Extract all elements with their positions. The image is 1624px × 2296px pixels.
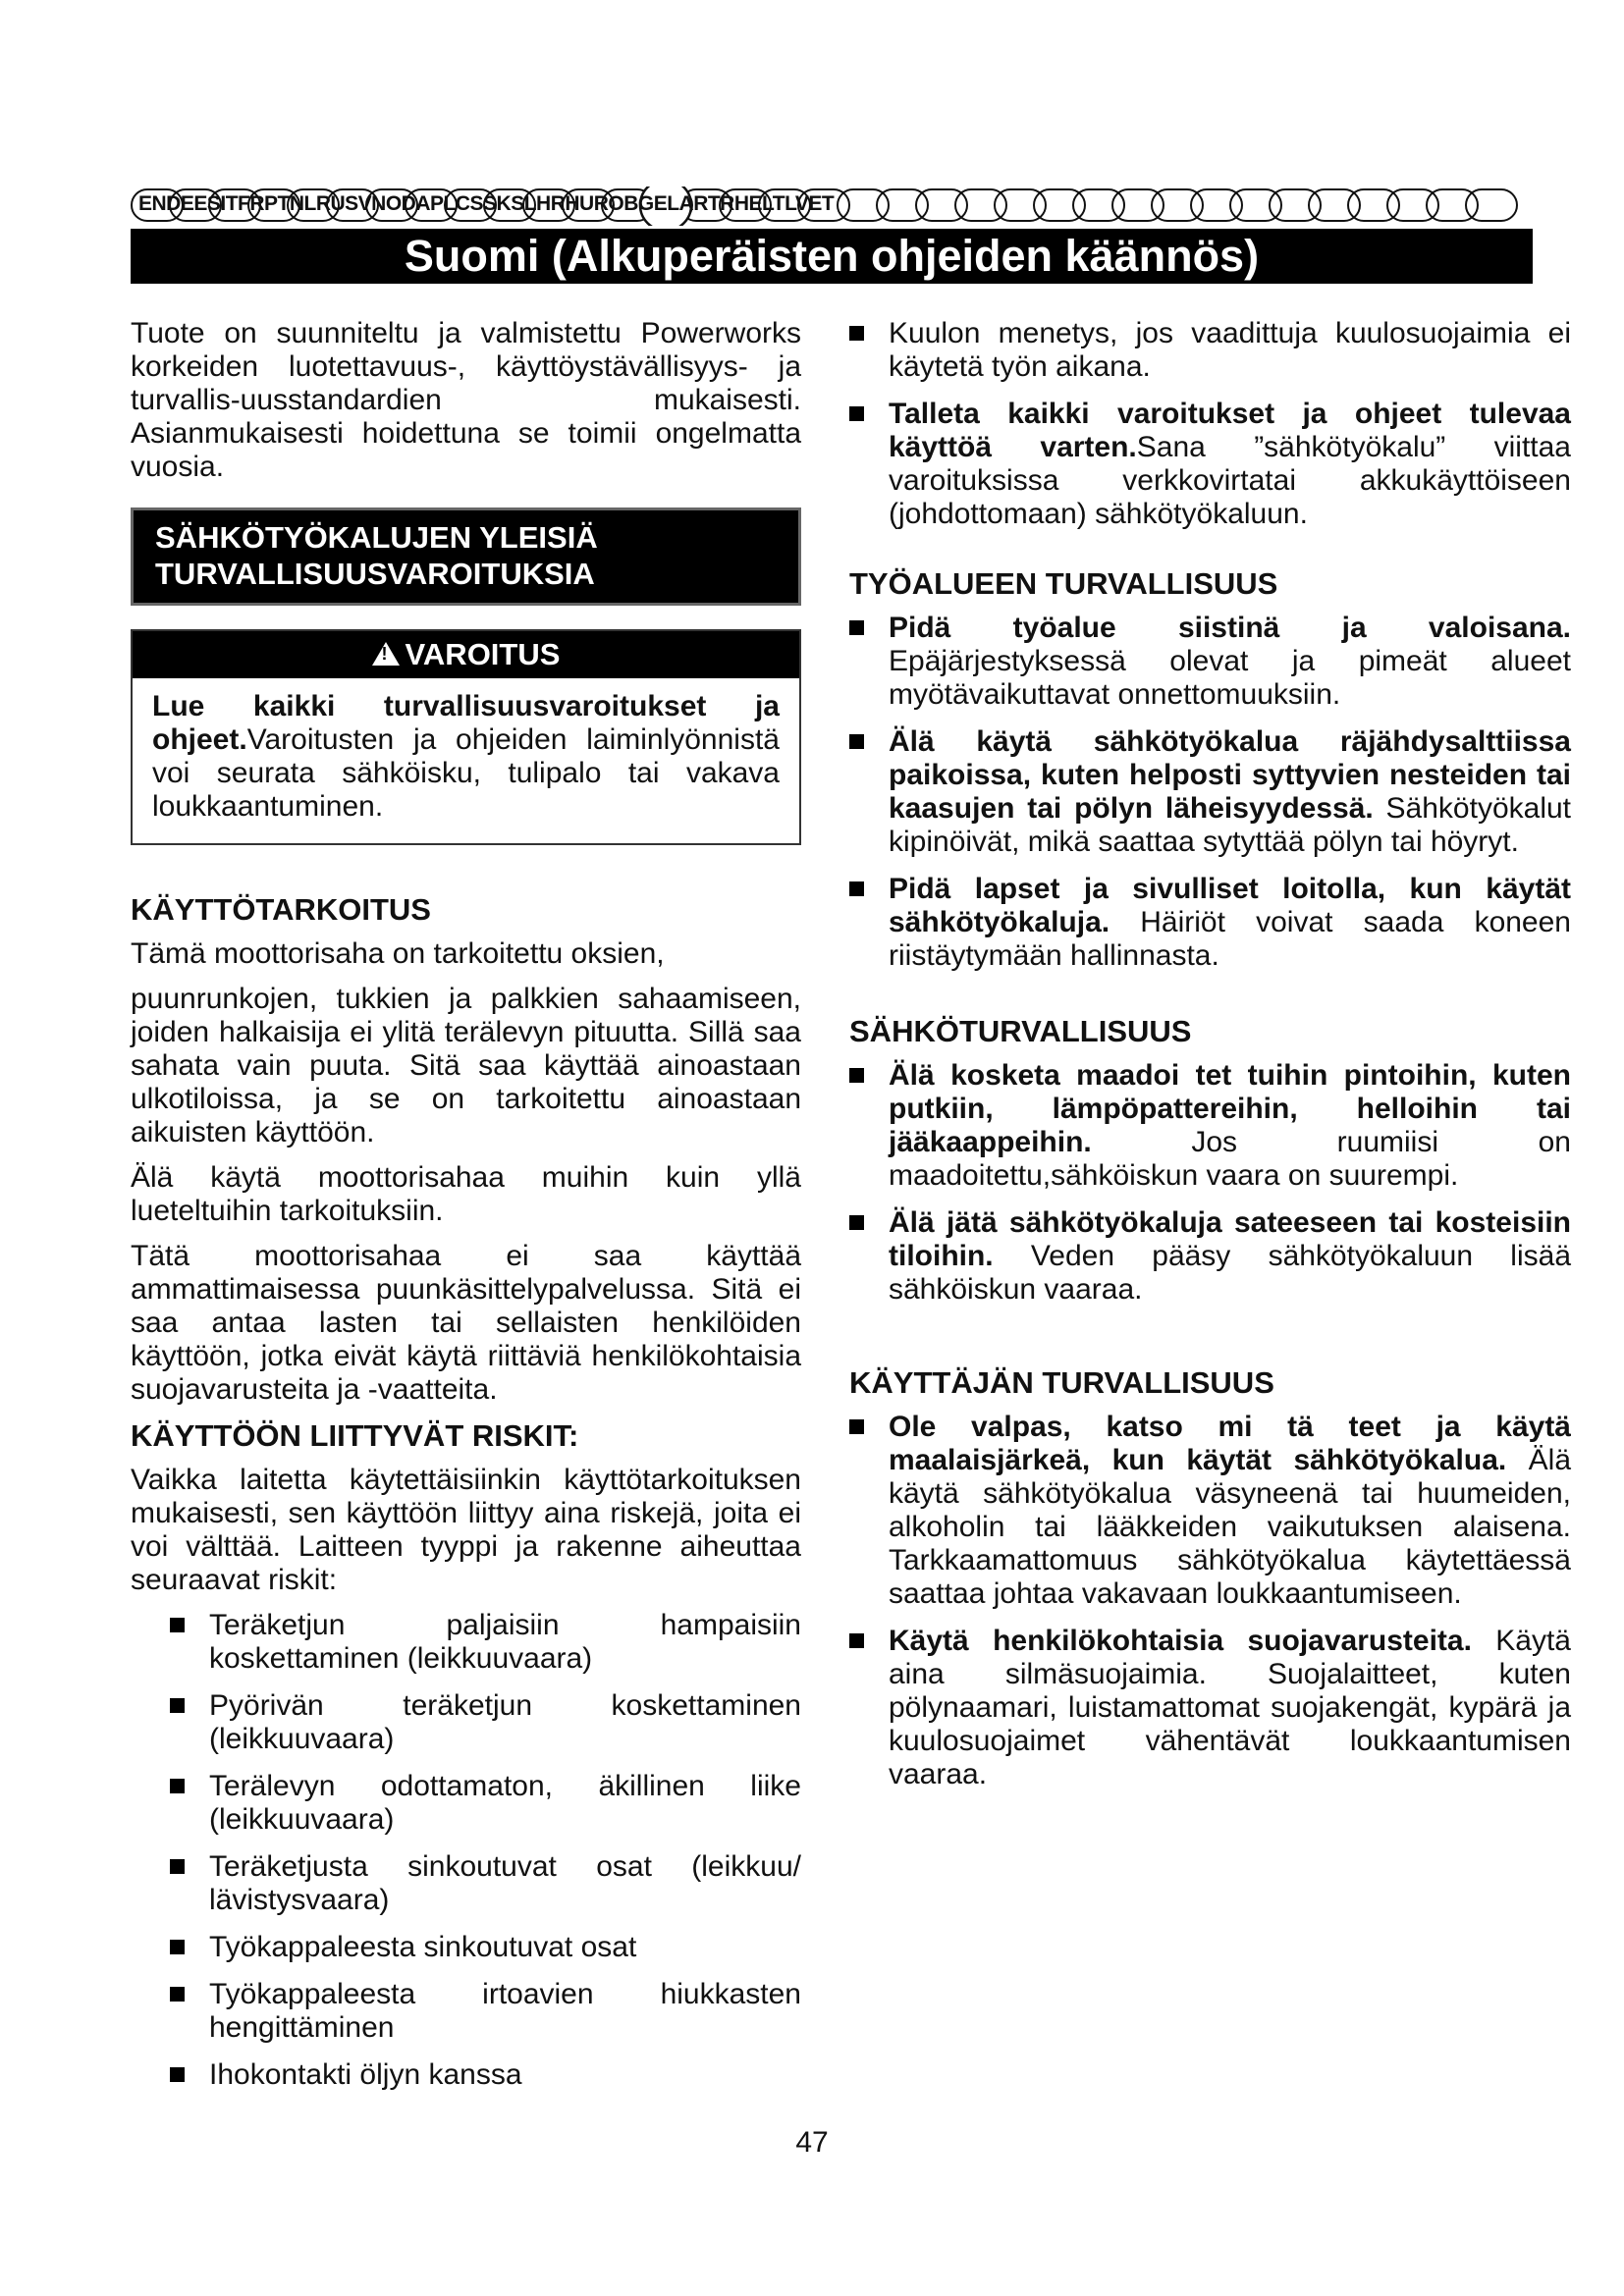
item-text: Veden pääsy sähkötyökaluun lisää sähköiskun vaaraa. [889,1240,1571,1306]
warning-label: VAROITUS [405,637,561,671]
page-title: Suomi (Alkuperäisten ohjeiden käännös) [131,229,1533,284]
bullet-square-icon [170,1618,185,1632]
bullet-square-icon [849,620,864,635]
language-codes: ENDEESITFRPTNLRUSVNODAPLCSSKSLHRHUROBGELARTRHELTLVET [138,192,835,215]
item-lead: Pidä lapset ja sivulliset loitolla, kun käytät sähkötyökaluja. [889,873,1571,938]
bullet-square-icon [849,326,864,341]
bullet-square-icon [170,1698,185,1713]
risk-text: Terälevyn odottamaton, äkillinen liike (leikkuuvaara) [209,1770,801,1836]
bullet-square-icon [849,1633,864,1648]
purpose-heading: KÄYTTÖTARKOITUS [131,892,431,927]
electrical-list [849,1059,1571,1307]
page-number: 47 [795,2126,829,2159]
risk-text: Työkappaleesta irtoavien hiukkasten hengittäminen [209,1978,801,2044]
warning-body: Varoitusten ja ohjeiden laiminlyönnistä voi seurata sähköisku, tulipalo tai vakava loukkaantuminen. [152,723,780,823]
purpose-paragraph-3: Älä käytä moottorisahaa muihin kuin yllä lueteltuihin tarkoituksiin. [131,1161,801,1227]
list-item [170,1689,801,1756]
list-item [170,1609,801,1676]
bullet-square-icon [849,881,864,896]
risks-intro: Vaikka laitetta käytettäisiinkin käyttötarkoituksen mukaisesti, sen käyttöön liittyy aina riskejä, joita ei voi välttää. Laitteen tyyppi ja rakenne aiheuttaa seuraavat riskit: [131,1464,801,1596]
general-list [849,317,1571,531]
warning-triangle-icon [372,642,400,666]
item-text: Sähkötyökalut kipinöivät, mikä saattaa sytyttää pölyn tai höyryt. [889,792,1571,858]
list-item [849,1206,1571,1307]
item-text: Älä käytä sähkötyökalua väsyneenä tai huumeiden, alkoholin tai lääkkeiden vaikutuksen alaisena. Tarkkaamattomuus sähkötyökalua käytettäessä saattaa johtaa vakavaan loukkaantumiseen. [889,1444,1571,1610]
intro-paragraph: Tuote on suunniteltu ja valmistettu Powerworks korkeiden luotettavuus-, käyttöystävällisyys- ja turvallis-uusstandardien mukaisesti. Asianmukaisesti hoidettuna se toimii ongelmatta vuosia. [131,317,801,483]
risk-text: Teräketjusta sinkoutuvat osat (leikkuu/ lävistysvaara) [209,1850,801,1916]
hearing-text: Kuulon menetys, jos vaadittuja kuulosuojaimia ei käytetä työn aikana. [889,317,1571,383]
item-text: Jos ruumiisi on maadoitettu,sähköiskun vaara on suurempi. [889,1126,1571,1192]
purpose-paragraph-2: puunrunkojen, tukkien ja palkkien sahaamiseen, joiden halkaisija ei ylitä terälevyn pituutta. Sillä saa sahata vain puuta. Sitä saa käyttää ainoastaan ulkotiloissa, ja se on tarkoitettu ainoastaan aikuisten käyttöön. [131,983,801,1148]
risk-text: Pyörivän teräketjun koskettaminen (leikkuuvaara) [209,1689,801,1755]
list-item [170,1978,801,2045]
list-item [849,725,1571,859]
risk-text: Ihokontakti öljyn kanssa [209,2058,522,2091]
list-item [849,1059,1571,1193]
list-item [849,317,1571,384]
risks-heading: KÄYTTÖÖN LIITTYVÄT RISKIT: [131,1418,579,1453]
bullet-square-icon [849,1068,864,1083]
risk-text: Teräketjun paljaisiin hampaisiin koskettaminen (leikkuuvaara) [209,1609,801,1675]
purpose-paragraph-4: Tätä moottorisahaa ei saa käyttää ammattimaisessa puunkäsittelypalvelussa. Sitä ei saa antaa lasten tai sellaisten henkilöiden käyttöön, jotka eivät käytä riittäviä henkilökohtaisia suojavarusteita ja -vaatteita. [131,1240,801,1406]
item-lead: Pidä työalue siistinä ja valoisana. [889,612,1571,644]
warning-header [133,631,799,678]
warning-box [131,629,801,845]
work-area-list [849,612,1571,973]
item-lead: Ole valpas, katso mi tä teet ja käytä maalaisjärkeä, kun käytät sähkötyökalua. [889,1411,1571,1476]
section-title-safety: SÄHKÖTYÖKALUJEN YLEISIÄ TURVALLISUUSVAROITUKSIA [131,507,801,606]
left-column [131,317,801,2106]
bullet-square-icon [170,1779,185,1793]
bullet-square-icon [849,734,864,749]
risk-text: Työkappaleesta sinkoutuvat osat [209,1931,637,1963]
bullet-square-icon [170,1940,185,1954]
item-lead: Käytä henkilökohtaisia suojavarusteita. [889,1625,1472,1657]
language-tabs [131,187,1525,226]
list-item [170,1931,801,1964]
list-item [170,2058,801,2092]
risks-list [170,1609,801,2092]
bullet-square-icon [849,1215,864,1230]
electrical-heading: SÄHKÖTURVALLISUUS [849,1014,1192,1048]
warning-text [133,678,799,843]
keep-lead: Talleta kaikki varoitukset ja ohjeet tulevaa käyttöä varten. [889,398,1571,463]
bullet-square-icon [849,1419,864,1434]
list-item [849,873,1571,973]
item-text: Häiriöt voivat saada koneen riistäytymään hallinnasta. [889,906,1571,972]
item-text: Käytä aina silmäsuojaimia. Suojalaitteet, kuten pölynaamari, luistamattomat suojakengät, kypärä ja kuulosuojaimet vähentävät loukkaantumisen vaaraa. [889,1625,1571,1790]
list-item [849,1625,1571,1791]
user-safety-heading: KÄYTTÄJÄN TURVALLISUUS [849,1365,1274,1400]
work-area-heading: TYÖALUEEN TURVALLISUUS [849,566,1278,601]
warning-lead: Lue kaikki turvallisuusvaroitukset ja ohjeet. [152,690,780,756]
purpose-paragraph-1: Tämä moottorisaha on tarkoitettu oksien, [131,937,665,970]
list-item [849,612,1571,712]
list-item [849,1411,1571,1611]
right-column [849,317,1571,1805]
bullet-square-icon [849,406,864,421]
bullet-square-icon [170,1859,185,1874]
user-safety-list [849,1411,1571,1791]
item-lead: Älä jätä sähkötyökaluja sateeseen tai kosteisiin tiloihin. [889,1206,1571,1272]
keep-text: Sana ”sähkötyökalu” viittaa varoituksissa verkkovirtatai akkukäyttöiseen (johdottomaan) sähkötyökaluun. [889,431,1571,530]
item-lead: Älä kosketa maadoi tet tuihin pintoihin, kuten putkiin, lämpöpattereihin, helloihin tai jääkaappeihin. [889,1059,1571,1158]
list-item [849,398,1571,531]
bullet-square-icon [170,2067,185,2082]
list-item [170,1770,801,1837]
item-lead: Älä käytä sähkötyökalua räjähdysalttiissa paikoissa, kuten helposti syttyvien nesteiden tai kaasujen tai pölyn läheisyydessä. [889,725,1571,825]
list-item [170,1850,801,1917]
bullet-square-icon [170,1987,185,2002]
item-text: Epäjärjestyksessä olevat ja pimeät alueet myötävaikuttavat onnettomuuksiin. [889,645,1571,711]
